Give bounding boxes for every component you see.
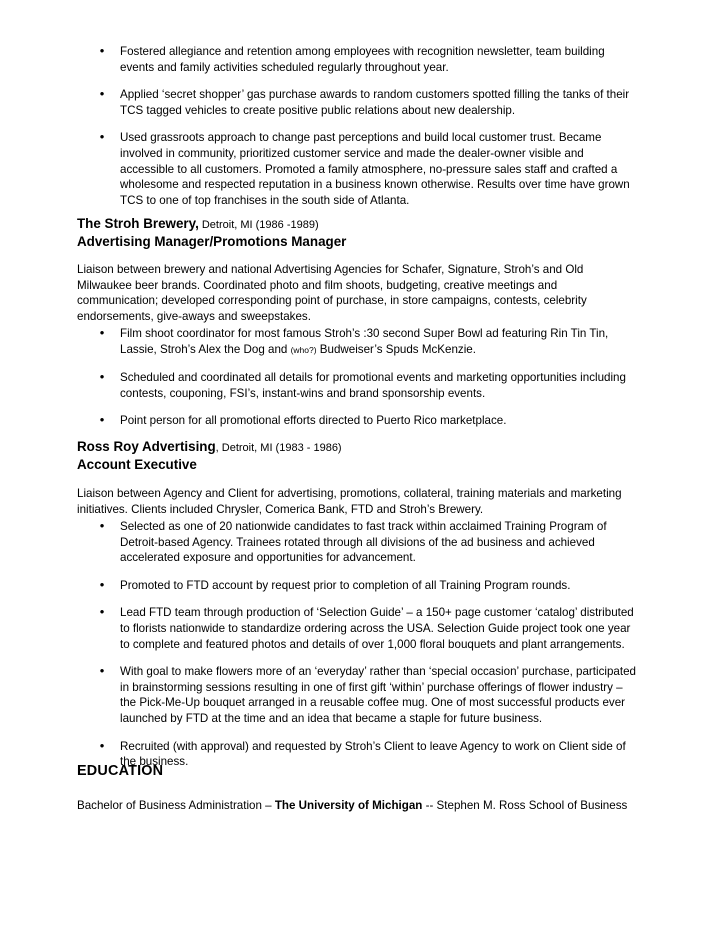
stroh-bullet-list bbox=[0, 326, 728, 429]
stroh-company-line bbox=[77, 216, 697, 234]
list-item bbox=[0, 519, 728, 566]
stroh-location: Detroit, MI (1986 -1989) bbox=[198, 219, 319, 231]
bullet-icon: • bbox=[99, 737, 105, 753]
rossroy-company-line bbox=[77, 439, 697, 457]
intro-bullet-list bbox=[0, 44, 728, 208]
bullet-text: Fostered allegiance and retention among employees with recognition newsletter, team building events and family activities scheduled regularly throughout year. bbox=[120, 45, 605, 74]
bullet-text: Lead FTD team through production of ‘Selection Guide’ – a 150+ page customer ‘catalog’ distributed to florists nationwide to standardize ordering across the USA. Selection Guide project took one year to complete and featured photos and details of over 1,000 floral bouquets and plant arrangements. bbox=[120, 606, 634, 651]
list-item bbox=[0, 605, 728, 652]
education-heading: EDUCATION bbox=[77, 763, 164, 779]
bullet-text: Scheduled and coordinated all details for promotional events and marketing opportunities including contests, couponing, FSI’s, instant-wins and brand sponsorship events. bbox=[120, 371, 626, 400]
stroh-company: The Stroh Brewery, bbox=[77, 216, 199, 231]
bullet-text: Promoted to FTD account by request prior to completion of all Training Program rounds. bbox=[120, 578, 571, 592]
who-aside: (who?) bbox=[290, 344, 317, 355]
separator: -- bbox=[422, 799, 437, 812]
bullet-icon: • bbox=[99, 86, 105, 102]
bullet-icon: • bbox=[99, 576, 105, 592]
list-item bbox=[0, 130, 728, 208]
list-item bbox=[0, 44, 728, 75]
rossroy-location: , Detroit, MI (1983 - 1986) bbox=[215, 442, 342, 454]
stroh-job-heading bbox=[77, 216, 697, 250]
list-item bbox=[0, 664, 728, 726]
bullet-text bbox=[120, 326, 656, 358]
bullet-text: Recruited (with approval) and requested by Stroh’s Client to leave Agency to work on Client side of the business. bbox=[120, 739, 626, 769]
degree: Bachelor of Business Administration bbox=[77, 799, 262, 812]
school-name: The University of Michigan bbox=[274, 799, 423, 812]
list-item bbox=[0, 578, 728, 594]
college-name: Stephen M. Ross School of Business bbox=[436, 799, 628, 812]
rossroy-job-heading bbox=[77, 439, 697, 473]
bullet-text: Point person for all promotional efforts directed to Puerto Rico marketplace. bbox=[120, 414, 507, 428]
rossroy-summary: Liaison between Agency and Client for advertising, promotions, collateral, training materials and marketing initiatives. Clients included Chrysler, Comerica Bank, FTD and Stroh’s Brewery. bbox=[77, 487, 622, 516]
list-item bbox=[0, 370, 728, 401]
bullet-text: With goal to make flowers more of an ‘everyday’ rather than ‘special occasion’ purchase, participated in brainstorming sessions resulting in one of first gift ‘within’ purchase offerings of flower industry – the Pick-Me-Up bouquet arranged in a reusable coffee mug. One of most successful products ever launched by FTD at the time and an idea that became a staple for future business. bbox=[120, 665, 636, 725]
bullet-text: Selected as one of 20 nationwide candidates to fast track within acclaimed Training Program of Detroit-based Agency. Trainees rotated through all divisions of the ad business and achieved accelerated exposure and opportunities for advancement. bbox=[120, 520, 607, 565]
bullet-icon: • bbox=[99, 663, 105, 679]
bullet-text-line: Film shoot coordinator for most famous Stroh’s :30 second Super Bowl ad featuring Rin Tin Tin, bbox=[120, 327, 609, 340]
bullet-icon: • bbox=[99, 325, 105, 340]
list-item bbox=[0, 87, 728, 118]
bullet-icon: • bbox=[99, 369, 105, 385]
separator: – bbox=[261, 799, 275, 812]
bullet-icon: • bbox=[99, 43, 105, 58]
education-line bbox=[77, 798, 697, 814]
bullet-text: Applied ‘secret shopper’ gas purchase awards to random customers spotted filling the tanks of their TCS tagged vehicles to create positive public relations about new dealership. bbox=[120, 88, 630, 117]
rossroy-company: Ross Roy Advertising bbox=[77, 439, 216, 454]
stroh-title: Advertising Manager/Promotions Manager bbox=[77, 233, 347, 249]
bullet-icon: • bbox=[99, 129, 105, 145]
bullet-icon: • bbox=[99, 518, 105, 533]
bullet-icon: • bbox=[99, 412, 105, 428]
bullet-text-line: Budweiser’s Spuds McKenzie. bbox=[316, 342, 476, 356]
list-item bbox=[0, 413, 728, 429]
bullet-icon: • bbox=[99, 604, 105, 620]
list-item bbox=[0, 326, 728, 358]
bullet-text: Used grassroots approach to change past perceptions and build local customer trust. Became involved in community, prioritized customer service and made the dealer-owner visible and accessible to all customers. Promoted a family atmosphere, no-pressure sales staff and crafted a wholesome and respected reputation in a business known otherwise. Results over time have grown TCS to one of top franchises in the south side of Atlanta. bbox=[120, 131, 630, 207]
bullet-text-line: Lassie, Stroh’s Alex the Dog and bbox=[120, 342, 291, 356]
rossroy-bullet-list bbox=[0, 519, 728, 770]
stroh-summary: Liaison between brewery and national Advertising Agencies for Schafer, Signature, Stroh’s and Old Milwaukee beer brands. Coordinated photo and film shoots, budgeting, creative meetings and communication; developed corresponding point of purchase, in store campaigns, contests, celebrity endorsements, give-aways and sweepstakes. bbox=[77, 263, 587, 323]
rossroy-title: Account Executive bbox=[77, 456, 197, 472]
